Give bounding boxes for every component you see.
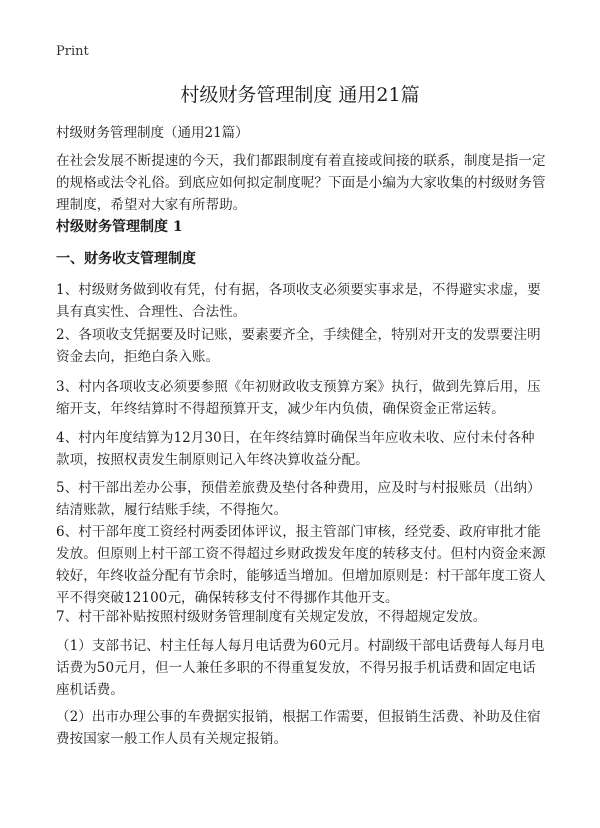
paragraph-6: 6、村干部年度工资经村两委团体评议，报主管部门审核，经党委、政府审批才能发放。但原则上村干部工资不得超过乡财政拨发年度的转移支付。但村内资金来源较好，年终收益分配有节余时，能够适当增加。但增加原则是：村干部年度工资人平不得突破12100元，确保转移支付不得挪作其他开支。 — [56, 524, 546, 606]
subsection-title: 一、财务收支管理制度 — [56, 251, 196, 267]
paragraph-5: 5、村干部出差办公事，预借差旅费及垫付各种费用，应及时与村报账员（出纳）结清账款，履行结账手续，不得拖欠。 — [56, 480, 541, 518]
paragraph-1: 1、村级财务做到收有凭，付有据，各项收支必须要实事求是，不得避实求虚，要具有真实性、合理性、合法性。 — [56, 282, 541, 320]
section-title: 村级财务管理制度 1 — [56, 219, 183, 235]
print-label[interactable]: Print — [56, 44, 89, 59]
document-subtitle: 村级财务管理制度（通用21篇） — [56, 125, 249, 141]
paragraph-2: 2、各项收支凭据要及时记账，要素要齐全，手续健全，特别对开支的发票要注明资金去向，拒绝白条入账。 — [56, 327, 541, 365]
intro-paragraph: 在社会发展不断提速的今天，我们都跟制度有着直接或间接的联系，制度是指一定的规格或法令礼俗。到底应如何拟定制度呢？下面是小编为大家收集的村级财务管理制度，希望对大家有所帮助。 — [56, 153, 546, 213]
paragraph-3: 3、村内各项收支必须要参照《年初财政收支预算方案》执行，做到先算后用，压缩开支，年终结算时不得超预算开支，减少年内负债，确保资金正常运转。 — [56, 379, 541, 417]
paragraph-4: 4、村内年度结算为12月30日，在年终结算时确保当年应收未收、应付未付各种款项，按照权责发生制原则记入年终决算收益分配。 — [56, 430, 535, 468]
document-title: 村级财务管理制度 通用21篇 — [180, 84, 420, 106]
paragraph-9: （2）出市办理公事的车费据实报销，根据工作需要，但报销生活费、补助及住宿费按国家一般工作人员有关规定报销。 — [56, 709, 541, 747]
paragraph-7: 7、村干部补贴按照村级财务管理制度有关规定发放，不得超规定发放。 — [56, 609, 487, 625]
paragraph-8: （1）支部书记、村主任每人每月电话费为60元月。村副级干部电话费每人每月电话费为50元月，但一人兼任多职的不得重复发放，不得另报手机话费和固定电话座机话费。 — [56, 638, 545, 698]
